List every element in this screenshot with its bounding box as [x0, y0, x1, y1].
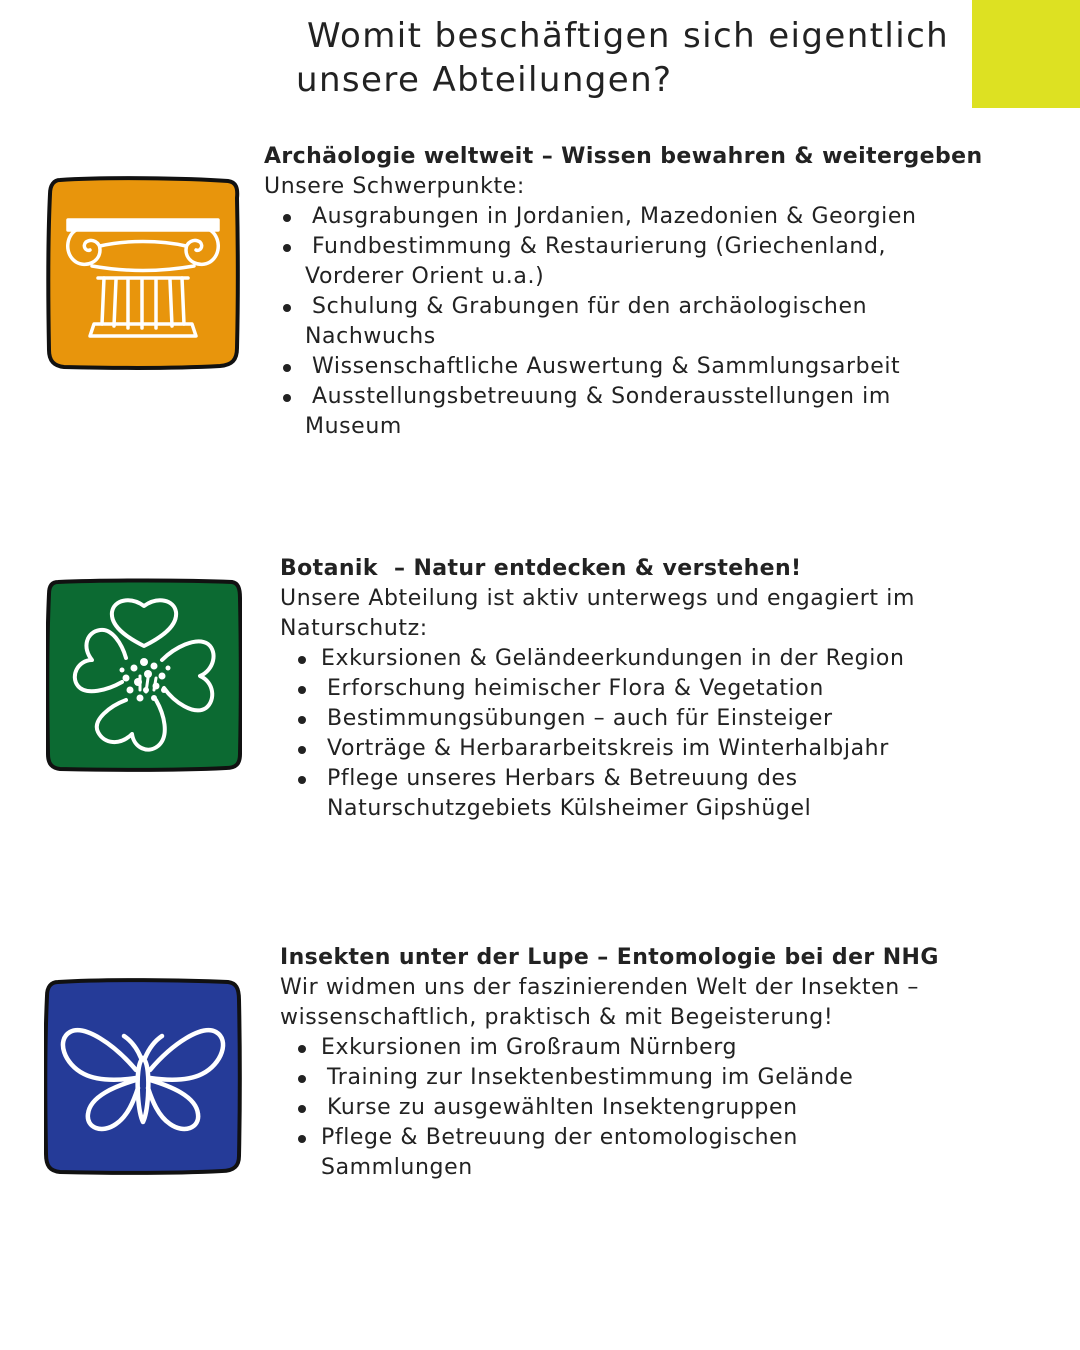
flower-icon: [46, 578, 242, 772]
bullet-icon: [298, 1075, 306, 1083]
list-item-text: Exkursionen im Großraum Nürnberg: [321, 1035, 738, 1060]
list-item: [280, 704, 1000, 734]
list-item: [280, 644, 1000, 674]
section-title: Insekten unter der Lupe – Entomologie bei der NHG: [280, 945, 939, 970]
bullet-icon: [298, 716, 306, 724]
list-item-text: Bestimmungsübungen – auch für Einsteiger: [327, 706, 833, 731]
bullet-icon: [298, 746, 306, 754]
section-title: Archäologie weltweit – Wissen bewahren & weitergeben: [264, 144, 983, 169]
section-title: Botanik – Natur entdecken & verstehen!: [280, 556, 802, 581]
list-item-text: Erforschung heimischer Flora & Vegetation: [327, 676, 824, 701]
list-item-text: Exkursionen & Geländeerkundungen in der Region: [321, 646, 905, 671]
bullet-icon: [298, 686, 306, 694]
list-item-text: Ausstellungsbetreuung & Sonderausstellungen im Museum: [305, 384, 891, 439]
list-item: [280, 764, 887, 824]
list-item-text: Fundbestimmung & Restaurierung (Griechenland, Vorderer Orient u.a.): [305, 234, 887, 289]
list-item: [280, 1093, 1000, 1123]
bullet-icon: [298, 656, 306, 664]
list-item: [280, 1033, 1000, 1063]
butterfly-icon: [44, 978, 242, 1176]
section-entomology-text: [280, 943, 1000, 1183]
list-item-text: Training zur Insektenbestimmung im Gelände: [327, 1065, 854, 1090]
list-item: [264, 232, 945, 292]
list-item-text: Vorträge & Herbararbeitskreis im Winterhalbjahr: [327, 736, 889, 761]
bullet-icon: [283, 364, 291, 372]
list-item: [264, 202, 965, 232]
accent-block: [972, 0, 1080, 108]
bullet-icon: [298, 776, 306, 784]
list-item-text: Pflege & Betreuung der entomologischen Sammlungen: [321, 1125, 798, 1180]
page-title: [296, 14, 966, 102]
bullet-icon: [283, 214, 291, 222]
bullet-list: [280, 1033, 1000, 1183]
section-intro: Unsere Schwerpunkte:: [264, 174, 525, 199]
bullet-icon: [283, 394, 291, 402]
list-item: [280, 734, 1000, 764]
bullet-icon: [298, 1045, 306, 1053]
list-item: [280, 1063, 1000, 1093]
bullet-icon: [283, 244, 291, 252]
list-item: [280, 1123, 881, 1183]
list-item: [264, 352, 985, 382]
section-intro: Unsere Abteilung ist aktiv unterwegs und engagiert im Naturschutz:: [280, 586, 915, 641]
bullet-icon: [283, 304, 291, 312]
bullet-list: [280, 644, 1000, 824]
list-item: [264, 292, 945, 352]
section-intro: Wir widmen uns der faszinierenden Welt der Insekten – wissenschaftlich, praktisch & mit Begeisterung!: [280, 975, 920, 1030]
list-item-text: Ausgrabungen in Jordanien, Mazedonien & Georgien: [312, 204, 917, 229]
bullet-list: [264, 202, 1024, 442]
list-item-text: Pflege unseres Herbars & Betreuung des Naturschutzgebiets Külsheimer Gipshügel: [327, 766, 812, 821]
bullet-icon: [298, 1135, 306, 1143]
list-item-text: Wissenschaftliche Auswertung & Sammlungsarbeit: [312, 354, 901, 379]
list-item: [264, 382, 965, 442]
section-botany-text: [280, 554, 1000, 824]
list-item: [280, 674, 1000, 704]
page-title-line-1: Womit beschäftigen sich eigentlich: [307, 16, 950, 56]
list-item-text: Kurse zu ausgewählten Insektengruppen: [327, 1095, 798, 1120]
list-item-text: Schulung & Grabungen für den archäologischen Nachwuchs: [305, 294, 868, 349]
bullet-icon: [298, 1105, 306, 1113]
ionic-column-icon: [46, 176, 240, 370]
page-title-line-2: unsere Abteilungen?: [296, 60, 673, 100]
section-archaeology-text: [264, 142, 1024, 442]
